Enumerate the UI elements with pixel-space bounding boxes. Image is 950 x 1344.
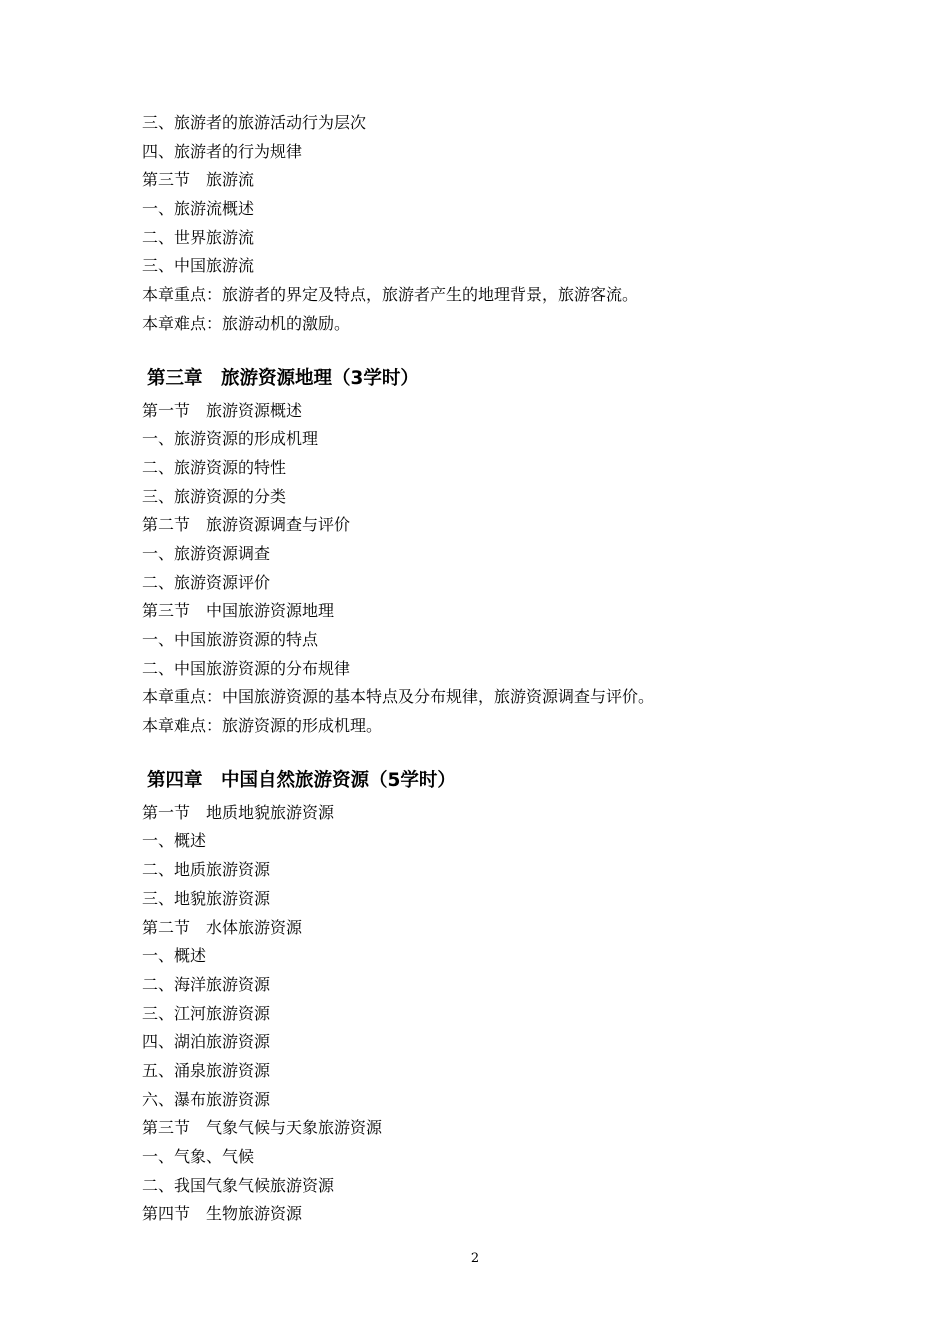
outline-line: 二、海洋旅游资源 (142, 974, 271, 994)
page-content (142, 109, 862, 1229)
outline-line: 二、世界旅游流 (142, 227, 255, 247)
outline-line: 二、旅游资源评价 (142, 572, 271, 592)
outline-line: 一、气象、气候 (142, 1147, 255, 1166)
outline-line: 四、旅游者的行为规律 (142, 141, 303, 161)
outline-line: 一、中国旅游资源的特点 (142, 630, 319, 649)
chapter-key-points: 本章重点：旅游者的界定及特点，旅游者产生的地理背景，旅游客流。 (142, 285, 639, 305)
section-heading: 第三节 旅游流 (142, 170, 255, 190)
chapter-difficulties: 本章难点：旅游资源的形成机理。 (142, 716, 383, 736)
section-heading: 第二节 水体旅游资源 (142, 917, 303, 937)
section-heading: 第一节 旅游资源概述 (142, 400, 303, 420)
outline-line: 三、江河旅游资源 (142, 1003, 271, 1023)
outline-line: 三、旅游者的旅游活动行为层次 (142, 113, 367, 132)
outline-line: 一、概述 (142, 831, 207, 851)
chapter3-title: 第三章 旅游资源地理（3学时） (147, 367, 419, 389)
chapter-key-points: 本章重点：中国旅游资源的基本特点及分布规律，旅游资源调查与评价。 (142, 687, 655, 707)
outline-line: 五、涌泉旅游资源 (142, 1060, 271, 1080)
outline-line: 六、瀑布旅游资源 (142, 1089, 271, 1109)
section-heading: 第二节 旅游资源调查与评价 (142, 515, 351, 535)
outline-line: 四、湖泊旅游资源 (142, 1032, 271, 1052)
outline-line: 一、旅游流概述 (142, 199, 255, 219)
page-number: 2 (470, 1251, 480, 1266)
section-heading: 第三节 中国旅游资源地理 (142, 601, 335, 621)
section-heading: 第三节 气象气候与天象旅游资源 (142, 1118, 383, 1138)
outline-line: 三、中国旅游流 (142, 256, 255, 276)
chapter3 (142, 366, 862, 741)
outline-line: 二、旅游资源的特性 (142, 457, 287, 477)
chapter2-continuation (142, 109, 862, 339)
outline-line: 二、地质旅游资源 (142, 860, 271, 880)
chapter-difficulties: 本章难点：旅游动机的激励。 (142, 313, 351, 333)
outline-line: 一、旅游资源的形成机理 (142, 429, 319, 449)
outline-line: 三、地貌旅游资源 (142, 888, 271, 908)
outline-line: 三、旅游资源的分类 (142, 486, 287, 506)
chapter4 (142, 768, 862, 1229)
section-heading: 第四节 生物旅游资源 (142, 1204, 303, 1224)
outline-line: 一、概述 (142, 946, 207, 966)
outline-line: 二、中国旅游资源的分布规律 (142, 658, 351, 678)
chapter4-title: 第四章 中国自然旅游资源（5学时） (147, 769, 456, 791)
section-heading: 第一节 地质地貌旅游资源 (142, 802, 335, 822)
outline-line: 二、我国气象气候旅游资源 (142, 1175, 335, 1195)
outline-line: 一、旅游资源调查 (142, 543, 271, 563)
